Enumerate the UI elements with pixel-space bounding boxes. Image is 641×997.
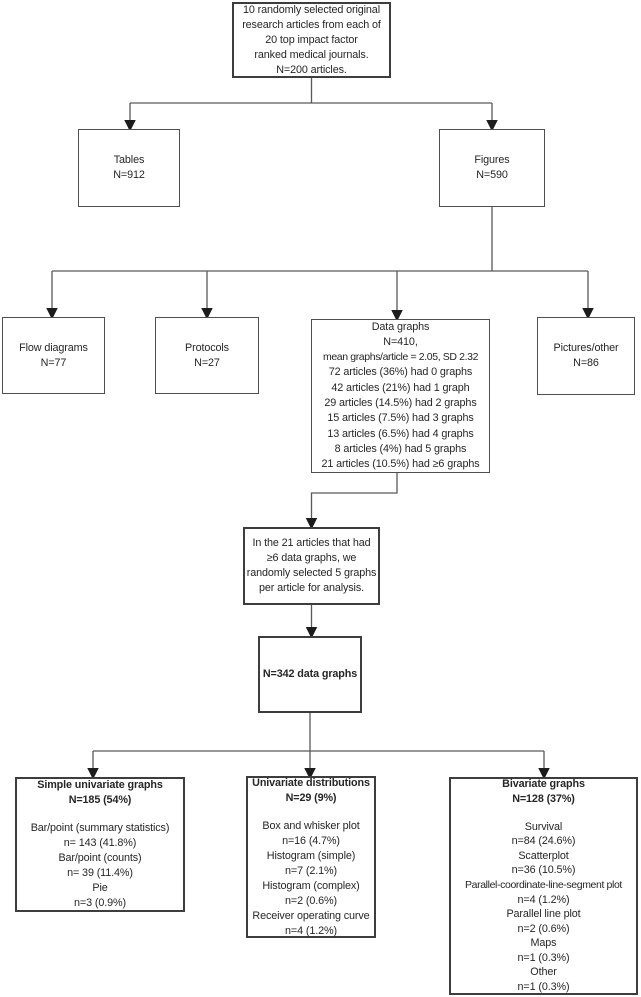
text-line: Histogram (complex) — [262, 879, 360, 892]
text-line: N=86 — [573, 357, 599, 369]
text-line: N=185 (54%) — [68, 794, 132, 806]
text-line: Bar/point (summary statistics) — [30, 822, 170, 834]
pictures-other-box — [537, 317, 635, 395]
selection-box — [243, 527, 380, 605]
text-line: 13 articles (6.5%) had 4 graphs — [327, 427, 474, 440]
text-line: n=2 (0.6%) — [285, 894, 337, 907]
text-line: Maps — [530, 937, 557, 950]
text-line: Receiver operating curve — [252, 909, 370, 922]
connector-data-graphs-to-selection — [312, 473, 398, 519]
text-line: Protocols — [185, 341, 229, 354]
text-line: Data graphs — [371, 320, 430, 333]
text-line: Scatterplot — [518, 849, 569, 862]
text-line: 21 articles (10.5%) had ≥6 graphs — [321, 458, 480, 471]
text-line: ≥6 data graphs, we — [266, 552, 357, 564]
text-line: Pictures/other — [553, 342, 619, 354]
text-line: n= 143 (41.8%) — [63, 837, 137, 849]
text-line: n=4 (1.2%) — [517, 893, 570, 906]
text-line: 10 randomly selected original — [243, 3, 380, 16]
text-line: Pie — [92, 882, 108, 894]
text-line: research articles from each of — [242, 18, 381, 31]
text-line: Parallel line plot — [506, 908, 581, 921]
text-line: In the 21 articles that had — [252, 537, 371, 549]
text-line: n=4 (1.2%) — [285, 924, 337, 937]
text-line: Histogram (simple) — [266, 849, 356, 862]
text-line: n=1 (0.3%) — [517, 951, 570, 964]
data-graphs-box — [311, 319, 490, 473]
text-line: n=2 (0.6%) — [517, 922, 570, 935]
total-data-graphs-box — [258, 636, 362, 713]
text-line: Bar/point (counts) — [58, 852, 142, 864]
text-line: 29 articles (14.5%) had 2 graphs — [324, 397, 477, 409]
text-line: Box and whisker plot — [262, 819, 360, 832]
tables-box — [78, 129, 180, 207]
text-line: N=590 — [476, 169, 508, 181]
text-line: 15 articles (7.5%) had 3 graphs — [327, 412, 474, 425]
text-line: N=128 (37%) — [512, 792, 575, 805]
text-line: ranked medical journals. — [254, 48, 369, 61]
text-line: 20 top impact factor — [265, 33, 358, 46]
text-line: Simple univariate graphs — [37, 779, 163, 791]
simple-univariate-box — [15, 777, 185, 912]
figures-box — [439, 129, 545, 207]
text-line: n=36 (10.5%) — [511, 864, 576, 877]
text-line: 72 articles (36%) had 0 graphs — [328, 366, 473, 379]
text-line: n=84 (24.6%) — [511, 835, 576, 848]
flow-diagrams-box — [2, 317, 105, 394]
text-line: per article for analysis. — [258, 582, 364, 594]
text-line: Parallel-coordinate-line-segment plot — [465, 878, 622, 891]
text-line: n=16 (4.7%) — [282, 834, 340, 847]
text-line: Bivariate graphs — [502, 778, 585, 791]
text-line: Figures — [474, 154, 510, 166]
text-line: n=3 (0.9%) — [74, 897, 126, 909]
text-line: N=912 — [113, 169, 145, 181]
text-line: Univariate distributions — [252, 776, 370, 789]
text-line: Flow diagrams — [19, 341, 88, 354]
protocols-box — [155, 317, 259, 394]
text-line: Survival — [524, 820, 563, 833]
text-line: N=27 — [194, 356, 220, 369]
text-line: randomly selected 5 graphs — [246, 567, 377, 579]
text-line: N=342 data graphs — [262, 668, 358, 680]
text-line: Other — [530, 966, 557, 979]
text-line: n=7 (2.1%) — [285, 864, 337, 877]
text-line: n= 39 (11.4%) — [67, 867, 133, 879]
text-line: N=29 (9%) — [285, 791, 337, 804]
text-line: Tables — [113, 154, 145, 166]
text-line: 8 articles (4%) had 5 graphs — [334, 442, 467, 455]
text-line: n=1 (0.3%) — [517, 981, 570, 994]
bivariate-graphs-box — [449, 777, 638, 995]
text-line: 42 articles (21%) had 1 graph — [331, 381, 470, 394]
text-line: N=200 articles. — [276, 63, 347, 76]
text-line: mean graphs/article = 2.05, SD 2.32 — [322, 351, 479, 364]
univariate-distributions-box — [246, 776, 376, 938]
source-articles-box — [232, 2, 391, 78]
text-line: N=77 — [40, 356, 67, 369]
text-line: N=410, — [383, 335, 418, 348]
